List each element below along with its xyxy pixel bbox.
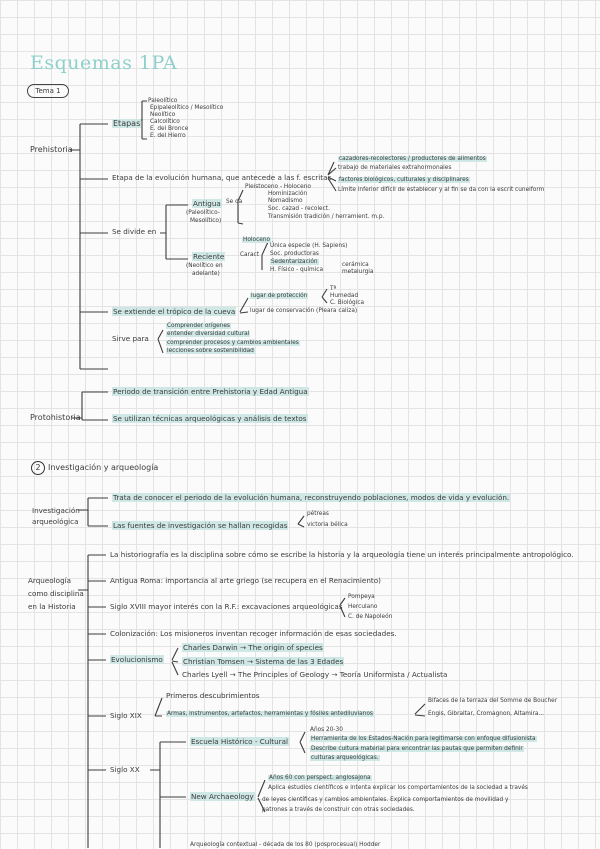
investigacion-label: arqueológica [32,517,79,526]
extiende-label: Se extiende el trópico de la cueva [113,307,236,316]
xviii-item: Herculano [348,604,378,610]
divide-label: Se divide en [112,227,157,236]
tema-1-badge: Tema 1 [27,84,69,98]
page-title: Esquemas 1PA [30,52,178,74]
evo-item: Charles Darwin → The origin of species [183,643,323,652]
xix-item: Engis, Gibraltar, Cromagnon, Altamira... [428,711,544,717]
lugar-prot-item: Tª [330,286,337,292]
etapa-detail: cazadores-recolectores / productores de alimentos [339,156,486,162]
section-number: 2 [31,461,45,475]
reciente-extra: metalurgia [342,269,374,275]
roma-text: Antigua Roma: importancia al arte griego (se recupera en el Renacimiento) [110,576,381,585]
escuela-item: Herramienta de los Estados-Nación para legitimarse con enfoque difusionista [311,736,536,742]
xix-item: Bifaces de la terraza del Somme de Boucher [428,698,558,704]
reciente-item: Soc. productoras [270,251,319,257]
etapa-detail: Límite inferior difícil de establecer y al fin se da con la escrit cuneiform [338,187,545,193]
new-arch-item: patrones a través de construir con otras sociedades. [262,807,415,813]
antigua-item: Hominización [268,191,308,197]
section-2-title: Investigación y arqueología [48,463,159,472]
new-arch-item: Aplica estudios científicos e intenta explicar los comportamientos de la sociedad a través [268,785,528,791]
new-arch-item: Años 60 con perspect. anglosajona [269,775,371,781]
antigua-sub: Mesolítico) [190,218,222,224]
escuela-item: Años 20-30 [310,727,343,733]
trata-text: Trata de conocer el periodo de la evolución humana, reconstruyendo poblaciones, modos de vida y evolución. [113,493,510,502]
xviii-item: C. de Napoleón [348,614,393,620]
xviii-item: Pompeya [348,594,375,600]
fuentes-item: pétreas [307,511,329,517]
reciente-item: H. Físico - química [270,267,323,273]
arqueologia-label: Arqueología [28,576,72,585]
xx-label: Siglo XX [110,765,140,774]
arqueologia-label: como disciplina [28,589,84,598]
lugar-conservacion: lugar de conservación (Pleara caliza) [250,308,358,314]
antigua-label: Antigua [193,199,221,208]
reciente-item: Sedentarización [271,259,318,265]
new-arch-item: de leyes científicas y cambios ambientales. Explica comportamientos de movilidad y [262,797,509,803]
reciente-sub: (Neolítico en [186,263,223,269]
se-da-label: Se da [226,199,243,205]
reciente-item: Holoceno [243,237,271,243]
protohistoria-item: Se utilizan técnicas arqueológicas y análisis de textos [113,414,307,423]
antigua-item: Transmisión tradición / herramient. m.p. [268,214,385,220]
lugar-prot-item: Humedad [330,293,359,299]
fuentes-text: Las fuentes de investigación se hallan recogidas [113,521,288,530]
etapa-item: E. del Bronce [150,126,189,132]
reciente-item: Única especie (H. Sapiens) [270,243,348,249]
reciente-label: Reciente [193,252,225,261]
sirve-label: Sirve para [112,334,149,343]
antigua-sub: (Paleolítico- [186,210,220,216]
xix-primeros: Primeros descubrimientos [166,691,260,700]
contextual-text: Arqueología contextual - década de los 80 (posprocesual) Hodder [190,842,381,848]
sirve-item: Comprender orígenes [167,323,230,329]
protohistoria-item: Periodo de transición entre Prehistoria y Edad Antigua [113,387,308,396]
historiografia-text: La historiografía es la disciplina sobre cómo se escribe la historia y la arqueología tiene un interés principalmente antropológico. [110,550,574,559]
escuela-label: Escuela Histórico - Cultural [191,737,289,746]
etapa-item: Neolítico [150,112,176,118]
protohistoria-label: Protohistoria [30,413,81,422]
antigua-item: Nomadismo [268,198,303,204]
evo-item: Christian Tomsen → Sistema de las 3 Edades [183,657,344,666]
arqueologia-label: en la Historia [28,602,76,611]
colonizacion-text: Colonización: Los misioneros inventan recoger información de esas sociedades. [110,629,397,638]
new-archaeology-label: New Archaeology [191,792,254,801]
etapa-definition: Etapa de la evolución humana, que antecede a las f. escritas [112,173,332,182]
evolucionismo-label: Evolucionismo [111,655,163,664]
reciente-sub: adelante) [192,271,220,277]
lugar-proteccion: lugar de protección [251,293,308,299]
etapa-item: Epipaleolítico / Mesolítico [150,105,224,111]
escuela-item: Describe cultura material para encontrar las pautas que permiten definir [311,746,523,752]
etapa-item: Calcolítico [150,119,180,125]
caract-label: Caract [240,252,259,258]
prehistoria-label: Prehistoria [30,145,73,154]
etapa-detail: trabajo de materiales extrahormonales [338,165,452,171]
etapa-item: E. del Hierro [150,133,186,139]
etapa-detail: factores biológicos, culturales y disciplinares [339,177,469,183]
lugar-prot-item: C. Biológica [330,300,365,306]
reciente-extra: cerámica [342,262,369,268]
xix-label: Siglo XIX [110,711,142,720]
investigacion-label: Investigación [32,506,80,515]
etapa-item: Paleolítico [148,98,178,104]
antigua-item: Pleistoceno - Holoceno [245,184,311,190]
etapas-label: Etapas [113,119,141,128]
escuela-item: culturas arqueológicas. [311,755,379,761]
sirve-item: lecciones sobre sostenibilidad [167,348,254,354]
evo-item: Charles Lyell → The Principles of Geology → Teoría Uniformista / Actualista [182,670,448,679]
xix-armas: Armas, instrumentos, artefactos, herramientas y fósiles antediluvianos [167,711,373,717]
xviii-text: Siglo XVIII mayor interés con la R.F.: excavaciones arqueológicas [110,602,343,611]
sirve-item: entender diversidad cultural [167,331,250,337]
antigua-item: Soc. cazad - recolect. [268,206,330,212]
fuentes-item: victoria bélica [307,522,348,528]
sirve-item: comprender procesos y cambios ambientales [167,340,299,346]
